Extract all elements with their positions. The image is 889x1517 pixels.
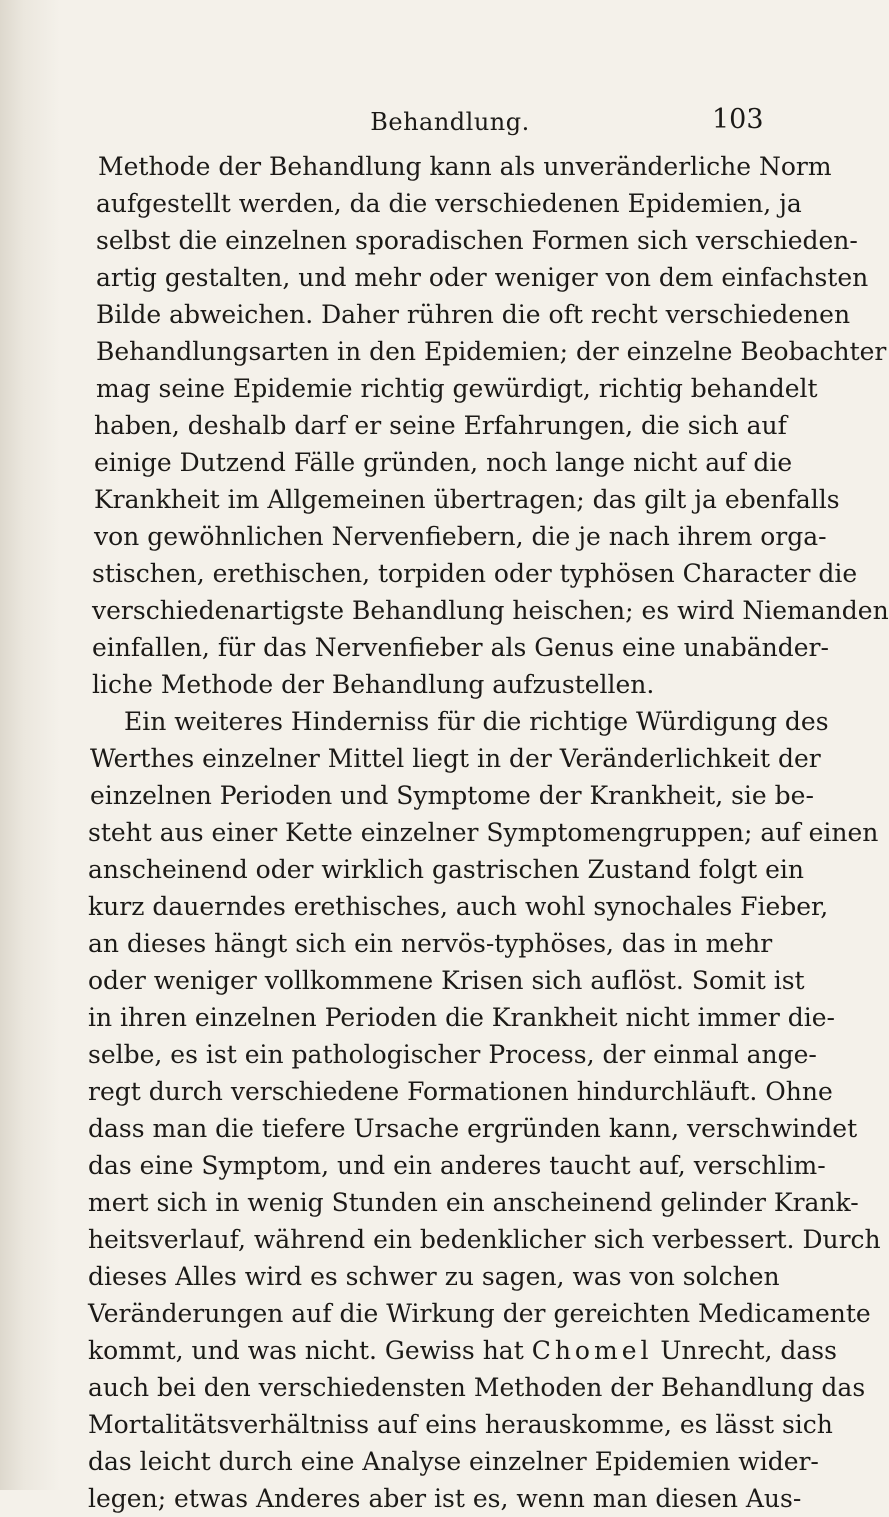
text-line: das eine Symptom, und ein anderes taucht auf, verschlim-: [88, 1151, 826, 1180]
binding-shadow: [0, 0, 60, 1490]
text-line: liche Methode der Behandlung aufzustellen.: [92, 670, 655, 699]
text-line: einfallen, für das Nervenfieber als Genus eine unabänder-: [92, 633, 829, 662]
author-name: Chomel: [531, 1336, 653, 1365]
text-line: artig gestalten, und mehr oder weniger von dem einfachsten: [96, 263, 869, 292]
text-line: selbe, es ist ein pathologischer Process, der einmal ange-: [88, 1040, 817, 1069]
text-line: dass man die tiefere Ursache ergründen kann, verschwindet: [88, 1114, 858, 1143]
text-line: Methode der Behandlung kann als unveränderliche Norm: [98, 152, 832, 181]
text-line: regt durch verschiedene Formationen hindurchläuft. Ohne: [88, 1077, 833, 1106]
text-line: Ein weiteres Hinderniss für die richtige Würdigung des: [124, 707, 829, 736]
text-line: auch bei den verschiedensten Methoden der Behandlung das: [88, 1373, 866, 1402]
text-line: Bilde abweichen. Daher rühren die oft recht verschiedenen: [96, 300, 851, 329]
text-line: Mortalitätsverhältniss auf eins herauskomme, es lässt sich: [88, 1410, 833, 1439]
text-line: verschiedenartigste Behandlung heischen; es wird Niemanden: [92, 596, 889, 625]
text-line: das leicht durch eine Analyse einzelner Epidemien wider-: [88, 1447, 819, 1476]
text-line: selbst die einzelnen sporadischen Formen sich verschieden-: [96, 226, 858, 255]
text-line: mag seine Epidemie richtig gewürdigt, richtig behandelt: [96, 374, 818, 403]
text-line: steht aus einer Kette einzelner Symptomengruppen; auf einen: [88, 818, 879, 847]
text-line: haben, deshalb darf er seine Erfahrungen, die sich auf: [94, 411, 787, 440]
text-line: Behandlungsarten in den Epidemien; der einzelne Beobachter: [96, 337, 887, 366]
text-line: heitsverlauf, während ein bedenklicher sich verbessert. Durch: [88, 1225, 881, 1254]
text-line: von gewöhnlichen Nervenfiebern, die je nach ihrem orga-: [94, 522, 827, 551]
text-line: stischen, erethischen, torpiden oder typhösen Character die: [92, 559, 858, 588]
text-line: einzelnen Perioden und Symptome der Krankheit, sie be-: [90, 781, 814, 810]
text-line: aufgestellt werden, da die verschiedenen Epidemien, ja: [96, 189, 802, 218]
text-line: Krankheit im Allgemeinen übertragen; das gilt ja ebenfalls: [94, 485, 840, 514]
text-line: kommt, und was nicht. Gewiss hat Chomel Unrecht, dass: [88, 1336, 837, 1365]
text-line: Veränderungen auf die Wirkung der gereichten Medicamente: [88, 1299, 871, 1328]
text-line: oder weniger vollkommene Krisen sich auflöst. Somit ist: [88, 966, 805, 995]
text-line: Werthes einzelner Mittel liegt in der Veränderlichkeit der: [90, 744, 821, 773]
page-number: 103: [712, 104, 764, 135]
text-line: legen; etwas Anderes aber ist es, wenn man diesen Aus-: [88, 1484, 802, 1513]
text-line: an dieses hängt sich ein nervös-typhöses, das in mehr: [88, 929, 773, 958]
text-line: kurz dauerndes erethisches, auch wohl synochales Fieber,: [88, 892, 829, 921]
text-line: einige Dutzend Fälle gründen, noch lange nicht auf die: [94, 448, 793, 477]
running-title: Behandlung.: [370, 108, 530, 136]
text-line: mert sich in wenig Stunden ein anscheinend gelinder Krank-: [88, 1188, 859, 1217]
text-line: dieses Alles wird es schwer zu sagen, was von solchen: [88, 1262, 780, 1291]
text-line: in ihren einzelnen Perioden die Krankheit nicht immer die-: [88, 1003, 836, 1032]
text-line: anscheinend oder wirklich gastrischen Zustand folgt ein: [88, 855, 804, 884]
